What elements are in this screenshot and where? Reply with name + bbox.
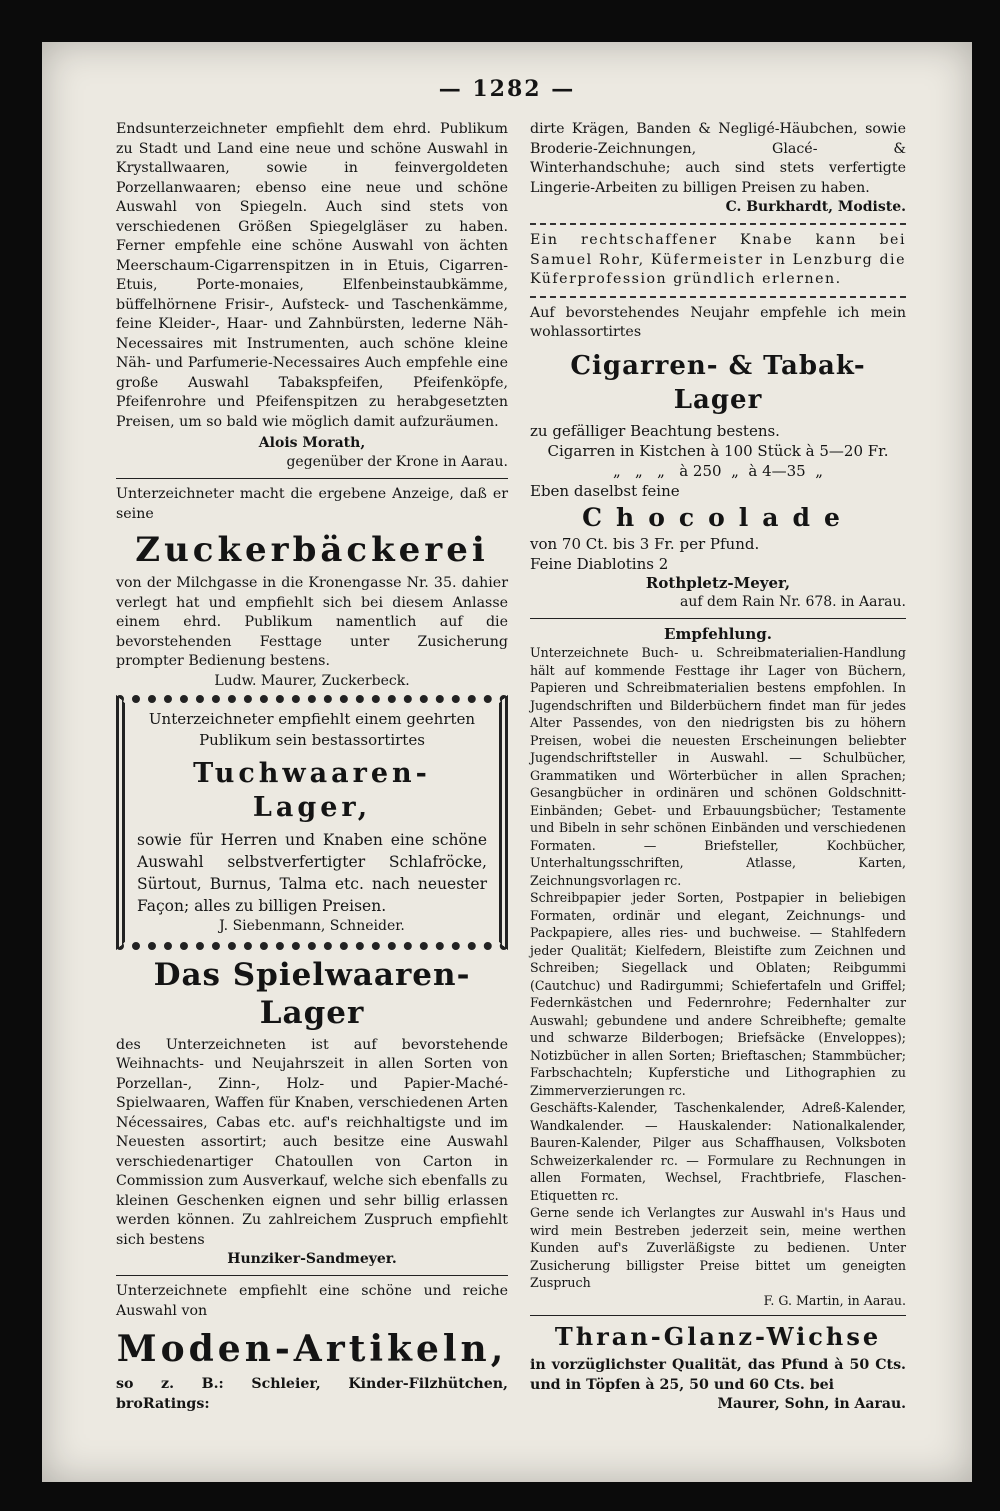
ad-zucker-headline: Zuckerbäckerei bbox=[135, 530, 489, 570]
ad-morath-name: Alois Morath, bbox=[258, 435, 366, 451]
ad-zucker-signature: Ludw. Maurer, Zuckerbeck. bbox=[214, 672, 410, 689]
ad-burkhardt bbox=[530, 120, 906, 217]
ad-wichse-headline: Thran-Glanz-Wichse bbox=[554, 1322, 882, 1351]
divider bbox=[530, 296, 906, 298]
ad-burkhardt-text: dirte Krägen, Banden & Negligé-Häubchen, sowie Broderie-Zeichnungen, Glacé- & Winterhandschuhe; auch sind stets verfertigte Lingerie-Arbeiten zu billigen Preisen zu haben. bbox=[530, 121, 906, 196]
ad-cig-headline: Cigarren- & Tabak-Lager bbox=[570, 350, 866, 415]
ad-spielwaaren bbox=[116, 956, 508, 1270]
ad-cigarren bbox=[530, 304, 906, 612]
ad-empfehlung bbox=[530, 625, 906, 1310]
ad-empf-text1: Unterzeichnete Buch- u. Schreibmaterialien-Handlung hält auf kommende Festtage ihr Lager von Büchern, Papieren und Schreibmaterialien bestens empfohlen. In Jugendschriften und Bilderbüchern findet man für jedes Alter Passendes, von den niedrigsten bis zu höhern Preisen, wobei die neuesten Erscheinungen beliebter Jugendschriftsteller in Auswahl. — Schulbücher, Grammatiken und Wörterbücher in allen Sprachen; Gesangbücher in ordinären und schönen Goldschnitt-Einbänden; Gebet- und Erbauungsbücher; Testamente und Bibeln in sehr schönen Einbänden und verschiedenen Formaten. — Briefsteller, Kochbücher, Unterhaltungsschriften, Atlasse, Karten, Zeichnungsvorlagen rc. bbox=[530, 645, 906, 888]
ad-wichse bbox=[530, 1322, 906, 1414]
ad-empf-text3: Geschäfts-Kalender, Taschenkalender, Adreß-Kalender, Wandkalender. — Hauskalender: Nationalkalender, Bauren-Kalender, Pilger aus Schaffhausen, Volksboten Schweizerkalender rc. — Formulare zu Rechnungen in allen Formaten, Wechsel, Frachtbriefe, Flaschen-Etiquetten rc. bbox=[530, 1100, 906, 1203]
ad-zuckerbaeckerei bbox=[116, 485, 508, 691]
ad-tuch-text: sowie für Herren und Knaben eine schöne Auswahl selbstverfertigter Schlafröcke, Sürtout, Burnus, Talma etc. nach neuester Façon; alles zu billigen Preisen. bbox=[137, 830, 487, 915]
ad-moden-text: so z. B.: Schleier, Kinder-Filzhütchen, broRatings: bbox=[116, 1376, 508, 1412]
ad-spiel-signature: Hunziker-Sandmeyer. bbox=[227, 1251, 397, 1267]
divider bbox=[530, 223, 906, 225]
ad-cig-chocolade: Chocolade bbox=[582, 502, 854, 532]
ad-spiel-text: des Unterzeichneten ist auf bevorstehende Weihnachts- und Neujahrszeit in allen Sorten von Porzellan-, Zinn-, Holz- und Papier-Maché-Spielwaaren, Waffen für Knaben, verschiedenen Arten Nécessaires, Cabas etc. auf's reichhaltigste und im Neuesten assortirt; auch besitze eine Auswahl verschiedenartiger Chatoullen von Carton in Commission zum Ausverkauf, welche sich ebenfalls zu kleinen Geschenken eignen und sehr billig erlassen werden können. Zu zahlreichem Zuspruch empfiehlt sich bestens bbox=[116, 1036, 508, 1248]
ad-cig-line2: Cigarren in Kistchen à 100 Stück à 5—20 Fr. bbox=[547, 441, 889, 460]
ad-moden bbox=[116, 1282, 508, 1414]
ad-rohr-text: Ein rechtschaffener Knabe kann bei Samuel Rohr, Küfermeister in Lenzburg die Küferprofession gründlich erlernen. bbox=[530, 232, 906, 287]
ad-cig-address: auf dem Rain Nr. 678. in Aarau. bbox=[680, 593, 906, 610]
ad-cig-line4: Eben daselbst feine bbox=[530, 481, 680, 500]
ad-rohr bbox=[530, 231, 906, 290]
ad-zucker-text: von der Milchgasse in die Kronengasse Nr. 35. dahier verlegt hat und empfiehlt sich bei diesem Anlasse einem ehrd. Publikum namentlich auf die bevorstehenden Festtage unter Zusicherung prompter Bedienung bestens. bbox=[116, 575, 508, 669]
ad-empf-signature: F. G. Martin, in Aarau. bbox=[763, 1292, 906, 1308]
right-column bbox=[530, 120, 906, 1414]
ad-cig-line5: von 70 Ct. bis 3 Fr. per Pfund. bbox=[530, 534, 760, 553]
divider bbox=[116, 1275, 508, 1276]
ad-cig-line6: Feine Diablotins 2 bbox=[530, 554, 669, 573]
ad-spiel-headline: Das Spielwaaren-Lager bbox=[153, 956, 471, 1031]
divider bbox=[530, 1315, 906, 1316]
ad-cig-line3: „ „ „ à 250 „ à 4—35 „ bbox=[612, 461, 824, 480]
divider bbox=[116, 478, 508, 479]
newspaper-page bbox=[42, 42, 972, 1482]
ad-morath-text: Endsunterzeichneter empfiehlt dem ehrd. Publikum zu Stadt und Land eine neue und schöne Auswahl in Krystallwaaren, sowie in feinvergoldeten Porzellanwaaren; ebenso eine neue und schöne Auswahl von Spiegeln. Auch sind stets von verschiedenen Größen Spiegelgläser zu haben. Ferner empfehle eine schöne Auswahl von ächten Meerschaum-Cigarrenspitzen in in Etuis, Cigarren-Etuis, Porte-monaies, Elfenbeinstaubkämme, büffelhörnene Frisir-, Aufsteck- und Taschenkämme, feine Kleider-, Haar- und Zahnbürsten, lederne Näh-Necessaires mit Instrumenten, auch schöne kleine Näh- und Parfumerie-Necessaires Auch empfehle eine große Auswahl Tabakspfeifen, Pfeifenköpfe, Pfeifenrohre und Pfeifenspitzen zu herabgesetzten Preisen, um so bald wie möglich damit aufzuräumen. bbox=[116, 121, 508, 430]
ad-cig-intro: Auf bevorstehendes Neujahr empfehle ich mein wohlassortirtes bbox=[530, 304, 906, 340]
page-number: — 1282 — bbox=[438, 76, 576, 102]
left-column bbox=[116, 120, 508, 1414]
ad-empf-text2: Schreibpapier jeder Sorten, Postpapier in beliebigen Formaten, ordinär und elegant, Zeichnungs- und Packpapiere, alles ries- und buchweise. — Stahlfedern jeder Qualität; Kielfedern, Bleistifte zum Zeichnen und Schreiben; Siegellack und Oblaten; Reibgummi (Cautchuc) und Radirgummi; Schiefertafeln und Griffel; Federnkästchen und Federnrohre; Federnhalter zur Auswahl; gebundene und andere Schreibhefte; gemalte und schwarze Bilderbogen; Briefsäcke (Enveloppes); Notizbücher in allen Sorten; Brieftaschen; Stammbücher; Farbschachteln; Kupferstiche und Lithographien zu Zimmerverzierungen rc. bbox=[530, 890, 906, 1098]
ad-tuchwaaren bbox=[116, 695, 508, 950]
ad-tuch-headline: Tuchwaaren-Lager, bbox=[193, 757, 431, 823]
ad-moden-headline: Moden-Artikeln, bbox=[116, 1328, 508, 1370]
ad-burkhardt-signature: C. Burkhardt, Modiste. bbox=[725, 199, 906, 215]
divider bbox=[530, 618, 906, 619]
ad-cig-line1: zu gefälliger Beachtung bestens. bbox=[530, 421, 780, 440]
ad-tuch-intro: Unterzeichneter empfiehlt einem geehrten Publikum sein bestassortirtes bbox=[148, 709, 476, 749]
ad-cig-name: Rothpletz-Meyer, bbox=[645, 573, 791, 592]
ad-tuch-signature: J. Siebenmann, Schneider. bbox=[219, 917, 405, 934]
ad-wichse-signature: Maurer, Sohn, in Aarau. bbox=[717, 1396, 906, 1412]
ad-empf-heading: Empfehlung. bbox=[664, 624, 772, 643]
ad-wichse-text: in vorzüglichster Qualität, das Pfund à 50 Cts. und in Töpfen à 25, 50 und 60 Cts. bei bbox=[530, 1357, 906, 1393]
ad-morath bbox=[116, 120, 508, 472]
ad-moden-intro: Unterzeichnete empfiehlt eine schöne und reiche Auswahl von bbox=[116, 1283, 508, 1319]
ad-empf-text4: Gerne sende ich Verlangtes zur Auswahl in's Haus und wird mein Bestreben jederzeit sein, meine werthen Kunden auf's Zuverläßigste zu bedienen. Unter Zusicherung billigster Preise bittet um geneigten Zuspruch bbox=[530, 1205, 906, 1290]
ad-morath-address: gegenüber der Krone in Aarau. bbox=[286, 454, 508, 470]
ad-zucker-intro: Unterzeichneter macht die ergebene Anzeige, daß er seine bbox=[116, 486, 508, 522]
